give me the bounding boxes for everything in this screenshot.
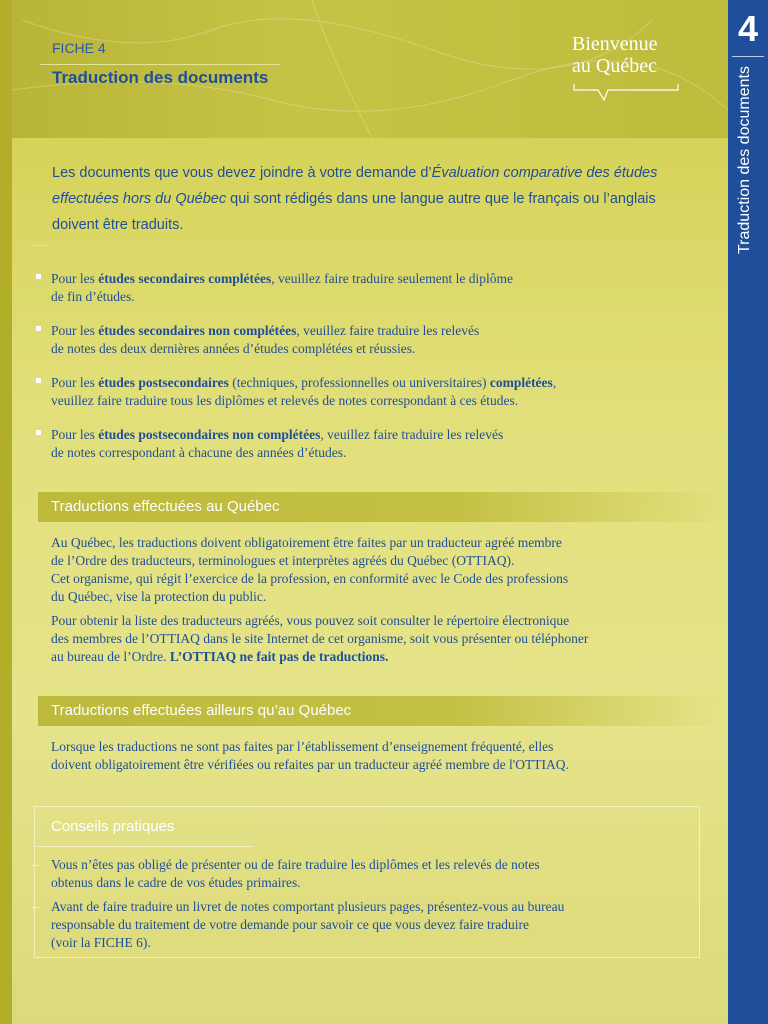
tips-rule xyxy=(34,846,254,847)
bullet-text: Pour les xyxy=(51,271,99,286)
bullet-text: , veuillez faire traduire seulement le diplôme xyxy=(271,271,513,286)
intro-text-2: qui sont rédigés dans une langue autre que le français ou l’anglais doivent être traduits. xyxy=(52,191,656,233)
tip-line: (voir la FICHE 6). xyxy=(51,935,151,950)
bullet-text: Pour les xyxy=(51,427,99,442)
bullet-text: veuillez faire traduire tous les diplômes et relevés de notes correspondant à ces études. xyxy=(51,393,519,408)
tips-heading: Conseils pratiques xyxy=(51,818,175,835)
bullet-text: de notes correspondant à chacune des années d’études. xyxy=(51,445,347,460)
section-heading-ailleurs xyxy=(38,696,728,726)
para-line: des membres de l’OTTIAQ dans le site Internet de cet organisme, soit vous présenter ou téléphoner xyxy=(51,631,589,646)
tip-line: responsable du traitement de votre demande pour savoir ce que vous devez faire traduire xyxy=(51,917,529,932)
tip-item xyxy=(51,898,691,952)
logo-line2: au Québec xyxy=(572,55,657,77)
paragraph-quebec-2 xyxy=(51,612,711,666)
bullet-square-icon xyxy=(36,378,41,383)
speech-bubble-icon xyxy=(572,80,682,104)
section-heading-text: Traductions effectuées ailleurs qu’au Québec xyxy=(51,702,352,719)
section-heading-text: Traductions effectuées au Québec xyxy=(51,498,280,515)
bullet-bold: études secondaires non complétées xyxy=(98,323,297,338)
para-line: de l’Ordre des traducteurs, terminologues et interprètes agréés du Québec (OTTIAQ). xyxy=(51,553,515,568)
para-line: Cet organisme, qui régit l’exercice de la profession, en conformité avec le Code des professions xyxy=(51,571,569,586)
bienvenue-logo xyxy=(572,34,702,104)
para-line: Lorsque les traductions ne sont pas faites par l’établissement d’enseignement fréquenté, elles xyxy=(51,739,554,754)
tip-line: obtenus dans le cadre de vos études primaires. xyxy=(51,875,301,890)
bullet-text: de notes des deux dernières années d’études complétées et réussies. xyxy=(51,341,416,356)
bullet-text: , veuillez faire traduire les relevés xyxy=(296,323,480,338)
fiche-label: FICHE 4 xyxy=(52,40,106,56)
intro-rule xyxy=(30,245,50,246)
bullet-bold: complétées xyxy=(489,375,553,390)
bullet-text: Pour les xyxy=(51,375,99,390)
sidebar-label: Traduction des documents xyxy=(736,66,753,254)
dash-icon xyxy=(31,907,39,908)
bullet-text: de fin d’études. xyxy=(51,289,135,304)
page-title: Traduction des documents xyxy=(52,68,269,87)
para-line: Au Québec, les traductions doivent obligatoirement être faites par un traducteur agréé membre xyxy=(51,535,562,550)
para-line: au bureau de l’Ordre. xyxy=(51,649,170,664)
intro-paragraph xyxy=(52,160,672,238)
bullet-text: (techniques, professionnelles ou universitaires) xyxy=(228,375,490,390)
para-line: du Québec, vise la protection du public. xyxy=(51,589,267,604)
bullet-bold: études postsecondaires xyxy=(98,375,229,390)
section-heading-quebec xyxy=(38,492,728,522)
bullet-text: , xyxy=(552,375,557,390)
dash-icon xyxy=(31,865,39,866)
bullet-square-icon xyxy=(36,430,41,435)
sidebar-number: 4 xyxy=(737,8,759,49)
para-bold: L’OTTIAQ ne fait pas de traductions. xyxy=(169,649,389,664)
para-line: doivent obligatoirement être vérifiées ou refaites par un traducteur agréé membre de l'OTTIAQ. xyxy=(51,757,569,772)
paragraph-ailleurs xyxy=(51,738,711,774)
intro-italic: Évaluation comparative des études effectuées hors du Québec xyxy=(52,165,658,207)
logo-line1: Bienvenue xyxy=(572,33,658,55)
bullet-text: , veuillez faire traduire les relevés xyxy=(320,427,504,442)
intro-text-1: Les documents que vous devez joindre à votre demande d’ xyxy=(52,165,432,181)
para-line: Pour obtenir la liste des traducteurs agréés, vous pouvez soit consulter le répertoire électronique xyxy=(51,613,570,628)
paragraph-quebec-1 xyxy=(51,534,711,606)
bullet-square-icon xyxy=(36,274,41,279)
tip-item xyxy=(51,856,691,892)
tip-line: Avant de faire traduire un livret de notes comportant plusieurs pages, présentez-vous au bureau xyxy=(51,899,565,914)
bullet-square-icon xyxy=(36,326,41,331)
tip-line: Vous n’êtes pas obligé de présenter ou de faire traduire les diplômes et les relevés de notes xyxy=(51,857,540,872)
bullet-bold: études secondaires complétées xyxy=(98,271,272,286)
left-edge-strip xyxy=(0,0,12,1024)
bullet-text: Pour les xyxy=(51,323,99,338)
bullet-bold: études postsecondaires non complétées xyxy=(98,427,321,442)
fiche-rule xyxy=(40,64,280,65)
